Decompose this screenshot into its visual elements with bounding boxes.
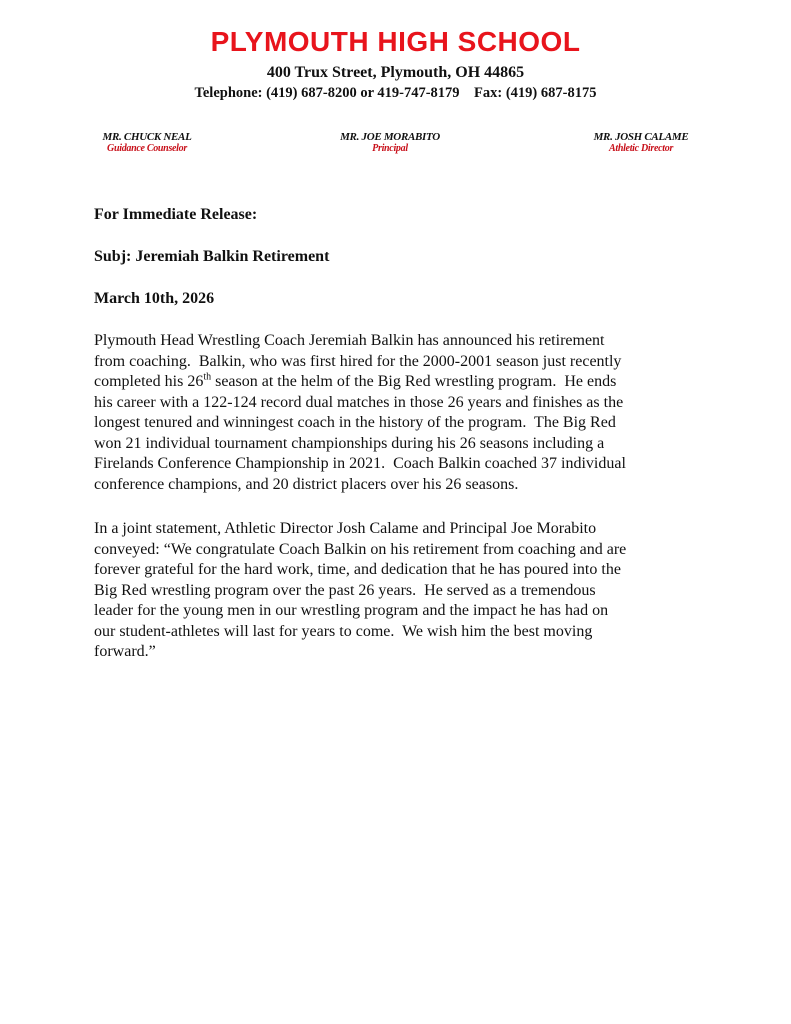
staff-name: MR. JOSH CALAME (593, 131, 689, 143)
text-line: won 21 individual tournament championships during his 26 seasons including a (94, 434, 605, 452)
school-address: 400 Trux Street, Plymouth, OH 44865 (266, 64, 525, 81)
text-line: Plymouth Head Wrestling Coach Jeremiah Balkin has announced his retirement (94, 332, 605, 349)
text-line: conveyed: “We congratulate Coach Balkin on his retirement from coaching and are (94, 540, 627, 558)
text-line (94, 372, 714, 393)
staff-guidance-counselor (72, 131, 222, 154)
school-phone-fax: Telephone: (419) 687-8200 or 419-747-8179 Fax: (419) 687-8175 (194, 85, 597, 101)
text-line: In a joint statement, Athletic Director Josh Calame and Principal Joe Morabito (94, 520, 597, 537)
text-line: forever grateful for the hard work, time, and dedication that he has poured into the (94, 561, 621, 578)
text-line: from coaching. Balkin, who was first hired for the 2000-2001 season just recently (94, 352, 622, 370)
staff-name: MR. CHUCK NEAL (102, 131, 192, 143)
text-line: Big Red wrestling program over the past 26 years. He served as a tremendous (94, 581, 596, 599)
staff-title: Principal (372, 143, 408, 154)
text-line: his career with a 122-124 record dual matches in those 26 years and finishes as the (94, 393, 624, 411)
ordinal-suffix: th (203, 371, 212, 383)
staff-athletic-director (566, 131, 716, 154)
text-span: season at the helm of the Big Red wrestling program. He ends (211, 373, 617, 390)
release-subject: Subj: Jeremiah Balkin Retirement (94, 248, 330, 265)
text-span: completed his 26 (94, 373, 204, 390)
text-line: conference champions, and 20 district placers over his 26 seasons. (94, 475, 519, 493)
text-line: Firelands Conference Championship in 2021. Coach Balkin coached 37 individual (94, 455, 626, 472)
school-name: PLYMOUTH HIGH SCHOOL (210, 26, 581, 57)
release-date: March 10th, 2026 (94, 290, 215, 307)
text-line: forward.” (94, 643, 156, 660)
text-line: our student-athletes will last for years to come. We wish him the best moving (94, 622, 593, 640)
paragraph-joint-statement (94, 519, 714, 663)
text-line: longest tenured and winningest coach in the history of the program. The Big Red (94, 414, 616, 431)
release-label: For Immediate Release: (94, 206, 258, 223)
text-line: leader for the young men in our wrestling program and the impact he has had on (94, 602, 609, 619)
paragraph-announcement (94, 331, 714, 495)
staff-title: Guidance Counselor (107, 143, 187, 154)
staff-name: MR. JOE MORABITO (340, 131, 440, 143)
staff-title: Athletic Director (608, 143, 674, 154)
staff-principal (315, 131, 465, 154)
